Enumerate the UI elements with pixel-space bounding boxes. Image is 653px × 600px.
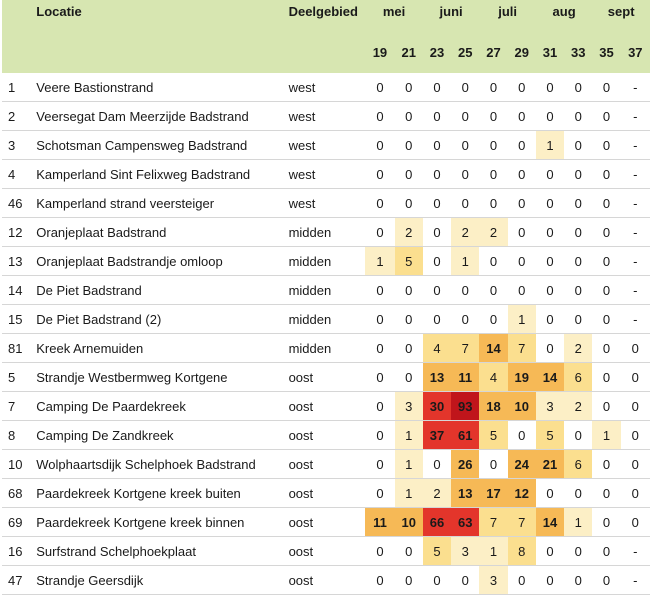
value-cell: 0 [592,363,620,392]
header-week-21: 21 [395,42,423,73]
row-number: 47 [2,566,32,595]
value-cell: - [621,131,650,160]
row-number: 16 [2,537,32,566]
table-row [2,479,650,508]
value-cell: - [621,305,650,334]
value-cell: 0 [365,363,394,392]
value-cell: 0 [479,276,507,305]
value-cell: 4 [423,334,451,363]
row-location: Surfstrand Schelphoekplaat [32,537,284,566]
value-cell: 0 [479,160,507,189]
value-cell: 0 [564,189,592,218]
value-cell: 0 [423,218,451,247]
row-location: Strandje Westbermweg Kortgene [32,363,284,392]
header-area: Deelgebied [285,0,366,42]
row-area: oost [285,363,366,392]
value-cell: 6 [564,450,592,479]
row-area: oost [285,392,366,421]
value-cell: 0 [451,73,479,102]
value-cell: 0 [592,450,620,479]
value-cell: 0 [365,102,394,131]
value-cell: 0 [423,450,451,479]
value-cell: 0 [621,479,650,508]
row-location: Camping De Zandkreek [32,421,284,450]
value-cell: 0 [536,218,564,247]
value-cell: - [621,566,650,595]
value-cell: 3 [395,392,423,421]
row-number: 15 [2,305,32,334]
header-week-19: 19 [365,42,394,73]
value-cell: 0 [592,131,620,160]
table-row [2,566,650,595]
value-cell: 1 [564,508,592,537]
row-area: midden [285,334,366,363]
value-cell: 0 [423,160,451,189]
header-week-33: 33 [564,42,592,73]
value-cell: 3 [479,566,507,595]
value-cell: 1 [395,421,423,450]
table-row [2,421,650,450]
value-cell: 3 [451,537,479,566]
value-cell: 14 [479,334,507,363]
value-cell: 1 [508,305,536,334]
row-number: 68 [2,479,32,508]
table-row [2,392,650,421]
value-cell: 13 [423,363,451,392]
value-cell: 0 [508,218,536,247]
value-cell: 0 [564,276,592,305]
value-cell: 63 [451,508,479,537]
header-month-sept: sept [592,0,650,42]
value-cell: 0 [564,479,592,508]
value-cell: 0 [365,189,394,218]
value-cell: 0 [621,450,650,479]
value-cell: 0 [536,537,564,566]
value-cell: 0 [423,73,451,102]
row-area: west [285,160,366,189]
row-location: Camping De Paardekreek [32,392,284,421]
value-cell: 14 [536,363,564,392]
value-cell: - [621,102,650,131]
value-cell: 0 [395,334,423,363]
header-num [2,0,32,42]
value-cell: 2 [564,334,592,363]
value-cell: 6 [564,363,592,392]
value-cell: 26 [451,450,479,479]
table-row [2,189,650,218]
value-cell: 5 [479,421,507,450]
value-cell: 7 [451,334,479,363]
value-cell: 2 [423,479,451,508]
row-number: 14 [2,276,32,305]
value-cell: 18 [479,392,507,421]
value-cell: 93 [451,392,479,421]
row-number: 2 [2,102,32,131]
row-area: midden [285,305,366,334]
header-area-sub [285,42,366,73]
value-cell: 1 [592,421,620,450]
value-cell: - [621,189,650,218]
table-row [2,508,650,537]
value-cell: 0 [508,566,536,595]
value-cell: - [621,247,650,276]
value-cell: 1 [395,450,423,479]
value-cell: 11 [451,363,479,392]
value-cell: 0 [365,276,394,305]
value-cell: 0 [592,334,620,363]
value-cell: 7 [508,334,536,363]
value-cell: 0 [479,450,507,479]
row-location: Strandje Geersdijk [32,566,284,595]
value-cell: 0 [365,479,394,508]
header-month-aug: aug [536,0,593,42]
row-location: De Piet Badstrand (2) [32,305,284,334]
value-cell: 0 [423,189,451,218]
row-number: 5 [2,363,32,392]
row-area: oost [285,479,366,508]
header-week-31: 31 [536,42,564,73]
value-cell: 0 [508,421,536,450]
value-cell: 0 [564,305,592,334]
value-cell: 10 [508,392,536,421]
value-cell: 2 [395,218,423,247]
value-cell: 0 [564,160,592,189]
value-cell: 0 [395,131,423,160]
value-cell: 0 [536,276,564,305]
value-cell: 0 [395,73,423,102]
value-cell: 0 [365,450,394,479]
value-cell: 0 [536,305,564,334]
value-cell: 21 [536,450,564,479]
value-cell: 0 [592,189,620,218]
value-cell: 0 [423,247,451,276]
value-cell: 0 [423,566,451,595]
value-cell: 0 [365,305,394,334]
value-cell: 2 [479,218,507,247]
value-cell: - [621,73,650,102]
value-cell: 0 [564,537,592,566]
header-week-29: 29 [508,42,536,73]
value-cell: 24 [508,450,536,479]
value-cell: - [621,160,650,189]
value-cell: 12 [508,479,536,508]
value-cell: 0 [536,479,564,508]
table-row [2,247,650,276]
value-cell: 13 [451,479,479,508]
value-cell: 0 [365,537,394,566]
row-number: 8 [2,421,32,450]
value-cell: 0 [365,131,394,160]
table-row [2,450,650,479]
row-location: Kamperland Sint Felixweg Badstrand [32,160,284,189]
value-cell: 2 [451,218,479,247]
value-cell: 0 [451,131,479,160]
value-cell: 0 [423,276,451,305]
table-row [2,73,650,102]
value-cell: 5 [395,247,423,276]
row-area: west [285,189,366,218]
value-cell: 0 [479,73,507,102]
bacteria-table [2,0,650,595]
header-month-juli: juli [479,0,536,42]
table-row [2,160,650,189]
value-cell: 19 [508,363,536,392]
value-cell: 0 [536,73,564,102]
value-cell: 11 [365,508,394,537]
value-cell: 0 [564,73,592,102]
row-number: 46 [2,189,32,218]
table-row [2,334,650,363]
row-location: Paardekreek Kortgene kreek buiten [32,479,284,508]
header-week-25: 25 [451,42,479,73]
row-number: 81 [2,334,32,363]
row-number: 1 [2,73,32,102]
value-cell: 7 [508,508,536,537]
header-week-27: 27 [479,42,507,73]
value-cell: 0 [564,131,592,160]
value-cell: 17 [479,479,507,508]
value-cell: 0 [451,305,479,334]
value-cell: 0 [592,218,620,247]
header-month-juni: juni [423,0,480,42]
value-cell: 1 [395,479,423,508]
table-row [2,218,650,247]
value-cell: 0 [592,160,620,189]
value-cell: 0 [592,73,620,102]
value-cell: 30 [423,392,451,421]
value-cell: 0 [536,247,564,276]
value-cell: 0 [395,189,423,218]
value-cell: 0 [451,276,479,305]
value-cell: 0 [365,392,394,421]
row-location: Wolphaartsdijk Schelphoek Badstrand [32,450,284,479]
row-location: De Piet Badstrand [32,276,284,305]
value-cell: 37 [423,421,451,450]
value-cell: 61 [451,421,479,450]
value-cell: 0 [395,102,423,131]
value-cell: 5 [423,537,451,566]
value-cell: 0 [564,247,592,276]
header-week-23: 23 [423,42,451,73]
value-cell: 0 [536,160,564,189]
value-cell: 0 [451,102,479,131]
header-week-37: 37 [621,42,650,73]
value-cell: 0 [451,566,479,595]
row-area: oost [285,508,366,537]
value-cell: 0 [451,160,479,189]
value-cell: 0 [479,247,507,276]
table-row [2,276,650,305]
value-cell: 0 [592,566,620,595]
header-week-35: 35 [592,42,620,73]
value-cell: 0 [395,160,423,189]
value-cell: 2 [564,392,592,421]
header-location: Locatie [32,0,284,42]
header-month-mei: mei [365,0,423,42]
row-number: 69 [2,508,32,537]
value-cell: 0 [395,305,423,334]
value-cell: 8 [508,537,536,566]
row-area: west [285,73,366,102]
row-number: 7 [2,392,32,421]
value-cell: 3 [536,392,564,421]
value-cell: 0 [592,392,620,421]
value-cell: 7 [479,508,507,537]
value-cell: 0 [395,363,423,392]
row-location: Oranjeplaat Badstrand [32,218,284,247]
row-location: Schotsman Campensweg Badstrand [32,131,284,160]
value-cell: 0 [508,189,536,218]
value-cell: 0 [621,392,650,421]
row-number: 10 [2,450,32,479]
table-row [2,537,650,566]
value-cell: 0 [564,421,592,450]
row-area: oost [285,421,366,450]
value-cell: 0 [479,102,507,131]
value-cell: 0 [536,102,564,131]
value-cell: 0 [564,566,592,595]
value-cell: 10 [395,508,423,537]
value-cell: 1 [479,537,507,566]
value-cell: 0 [536,334,564,363]
header-location-sub [32,42,284,73]
value-cell: 0 [365,421,394,450]
value-cell: 0 [479,131,507,160]
value-cell: 0 [564,218,592,247]
row-area: west [285,102,366,131]
value-cell: 0 [592,537,620,566]
value-cell: 0 [423,131,451,160]
table-row [2,131,650,160]
value-cell: 0 [395,566,423,595]
value-cell: - [621,218,650,247]
row-location: Veere Bastionstrand [32,73,284,102]
value-cell: 0 [508,73,536,102]
value-cell: 0 [479,305,507,334]
value-cell: 0 [395,276,423,305]
value-cell: 0 [479,189,507,218]
row-number: 12 [2,218,32,247]
value-cell: 1 [536,131,564,160]
value-cell: 0 [365,160,394,189]
header-num-sub [2,42,32,73]
value-cell: 0 [592,102,620,131]
value-cell: 1 [451,247,479,276]
value-cell: 0 [592,508,620,537]
value-cell: 0 [508,102,536,131]
value-cell: 0 [451,189,479,218]
row-area: oost [285,566,366,595]
value-cell: 0 [395,537,423,566]
value-cell: 0 [423,305,451,334]
value-cell: - [621,276,650,305]
value-cell: 5 [536,421,564,450]
row-area: midden [285,276,366,305]
value-cell: 0 [536,189,564,218]
value-cell: 0 [423,102,451,131]
value-cell: 0 [508,131,536,160]
value-cell: - [621,537,650,566]
value-cell: 0 [592,276,620,305]
value-cell: 0 [508,276,536,305]
row-number: 13 [2,247,32,276]
value-cell: 0 [365,334,394,363]
value-cell: 4 [479,363,507,392]
value-cell: 0 [621,363,650,392]
value-cell: 0 [365,566,394,595]
value-cell: 0 [621,334,650,363]
row-location: Oranjeplaat Badstrandje omloop [32,247,284,276]
row-area: west [285,131,366,160]
value-cell: 0 [564,102,592,131]
row-location: Kamperland strand veersteiger [32,189,284,218]
value-cell: 14 [536,508,564,537]
row-location: Paardekreek Kortgene kreek binnen [32,508,284,537]
value-cell: 0 [592,247,620,276]
row-area: midden [285,247,366,276]
value-cell: 0 [592,479,620,508]
value-cell: 0 [621,421,650,450]
table-row [2,363,650,392]
value-cell: 0 [365,218,394,247]
value-cell: 0 [508,160,536,189]
row-location: Kreek Arnemuiden [32,334,284,363]
table-row [2,102,650,131]
value-cell: 1 [365,247,394,276]
row-area: midden [285,218,366,247]
row-number: 4 [2,160,32,189]
value-cell: 0 [536,566,564,595]
row-location: Veersegat Dam Meerzijde Badstrand [32,102,284,131]
value-cell: 0 [365,73,394,102]
row-area: oost [285,537,366,566]
value-cell: 0 [621,508,650,537]
row-number: 3 [2,131,32,160]
value-cell: 66 [423,508,451,537]
value-cell: 0 [592,305,620,334]
value-cell: 0 [508,247,536,276]
row-area: oost [285,450,366,479]
table-row [2,305,650,334]
